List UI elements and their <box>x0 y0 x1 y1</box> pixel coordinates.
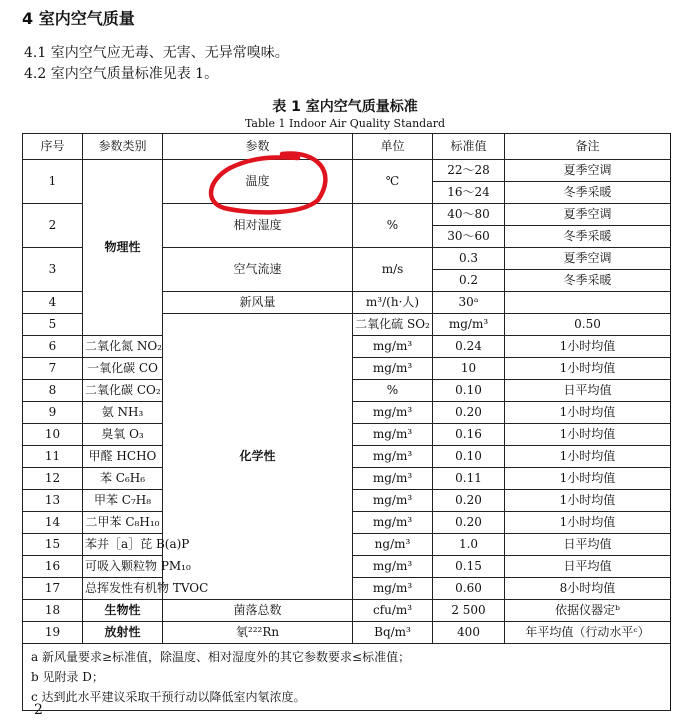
cell-value: 1.0 <box>433 534 505 556</box>
cell-param: 苯并［a］芘 B(a)P <box>83 534 163 556</box>
cell-param: 甲苯 C₇H₈ <box>83 490 163 512</box>
table-row <box>23 160 671 182</box>
cell-param: 氨 NH₃ <box>83 402 163 424</box>
cell-remark: 冬季采暖 <box>505 226 671 248</box>
cell-no: 18 <box>23 600 83 622</box>
cell-remark: 日平均值 <box>505 556 671 578</box>
header-param: 参数 <box>163 134 353 160</box>
cell-no: 12 <box>23 468 83 490</box>
cell-no: 7 <box>23 358 83 380</box>
note-c: c 达到此水平建议采取干预行动以降低室内氡浓度。 <box>31 690 306 704</box>
cell-remark: 1小时均值 <box>505 336 671 358</box>
note-a: a 新风量要求≥标准值，除温度、相对湿度外的其它参数要求≤标准值； <box>31 650 411 664</box>
paragraph-4-1: 4.1 室内空气应无毒、无害、无异常嗅味。 <box>24 45 289 61</box>
cell-remark: 1小时均值 <box>505 424 671 446</box>
cell-unit: m³/(h·人) <box>353 292 433 314</box>
section-title: 4 室内空气质量 <box>22 9 135 28</box>
cell-param: 新风量 <box>163 292 353 314</box>
note-b: b 见附录 D； <box>31 670 104 684</box>
cell-value: 0.20 <box>433 512 505 534</box>
cell-no: 6 <box>23 336 83 358</box>
cell-no: 19 <box>23 622 83 644</box>
cell-remark: 1小时均值 <box>505 446 671 468</box>
table-caption-en: Table 1 Indoor Air Quality Standard <box>244 117 446 130</box>
cell-value: 0.24 <box>433 336 505 358</box>
cell-param: 相对湿度 <box>163 204 353 248</box>
cell-remark: 日平均值 <box>505 380 671 402</box>
cell-remark: 夏季空调 <box>505 204 671 226</box>
cell-value: 16～24 <box>433 182 505 204</box>
cell-value: 22～28 <box>433 160 505 182</box>
header-unit: 单位 <box>353 134 433 160</box>
cell-value: 0.10 <box>433 380 505 402</box>
cell-param: 空气流速 <box>163 248 353 292</box>
cell-unit: mg/m³ <box>433 314 505 336</box>
table-row <box>23 622 671 644</box>
cell-no: 4 <box>23 292 83 314</box>
header-value: 标准值 <box>433 134 505 160</box>
table-caption-cn: 表 1 室内空气质量标准 <box>272 99 418 115</box>
air-quality-table <box>22 133 671 711</box>
cell-unit: mg/m³ <box>353 512 433 534</box>
cell-value: 2 500 <box>433 600 505 622</box>
category-chemical: 化学性 <box>163 314 353 600</box>
cell-param: 温度 <box>163 160 353 204</box>
cell-unit: Bq/m³ <box>353 622 433 644</box>
cell-remark: 1小时均值 <box>505 358 671 380</box>
cell-remark: 夏季空调 <box>505 160 671 182</box>
cell-remark: 依据仪器定ᵇ <box>505 600 671 622</box>
cell-param: 二氧化氮 NO₂ <box>83 336 163 358</box>
cell-no: 5 <box>23 314 83 336</box>
cell-remark: 冬季采暖 <box>505 182 671 204</box>
cell-remark: 夏季空调 <box>505 248 671 270</box>
cell-param: 苯 C₆H₆ <box>83 468 163 490</box>
cell-unit: mg/m³ <box>353 336 433 358</box>
cell-unit: mg/m³ <box>353 490 433 512</box>
cell-param: 臭氧 O₃ <box>83 424 163 446</box>
cell-value: 10 <box>433 358 505 380</box>
cell-remark <box>505 292 671 314</box>
cell-no: 3 <box>23 248 83 292</box>
cell-unit: mg/m³ <box>353 446 433 468</box>
cell-remark: 1小时均值 <box>505 490 671 512</box>
cell-unit: m/s <box>353 248 433 292</box>
cell-no: 8 <box>23 380 83 402</box>
cell-remark: 1小时均值 <box>505 512 671 534</box>
cell-unit: mg/m³ <box>353 424 433 446</box>
cell-no: 11 <box>23 446 83 468</box>
category-physical: 物理性 <box>83 160 163 336</box>
cell-no: 15 <box>23 534 83 556</box>
table-notes <box>23 644 671 711</box>
cell-param: 菌落总数 <box>163 600 353 622</box>
paragraph-4-2: 4.2 室内空气质量标准见表 1。 <box>24 66 219 82</box>
cell-unit: mg/m³ <box>353 402 433 424</box>
cell-remark: 年平均值（行动水平ᶜ） <box>505 622 671 644</box>
cell-param: 氡²²²Rn <box>163 622 353 644</box>
cell-value: 0.60 <box>433 578 505 600</box>
cell-no: 16 <box>23 556 83 578</box>
cell-no: 9 <box>23 402 83 424</box>
cell-no: 13 <box>23 490 83 512</box>
table-notes-row <box>23 644 671 711</box>
table-header-row <box>23 134 671 160</box>
cell-no: 17 <box>23 578 83 600</box>
cell-no: 2 <box>23 204 83 248</box>
cell-param: 一氧化碳 CO <box>83 358 163 380</box>
cell-value: 0.3 <box>433 248 505 270</box>
cell-value: 0.15 <box>433 556 505 578</box>
table-row <box>23 600 671 622</box>
cell-no: 1 <box>23 160 83 204</box>
cell-unit: % <box>353 380 433 402</box>
cell-value: 0.10 <box>433 446 505 468</box>
cell-unit: mg/m³ <box>353 468 433 490</box>
cell-param: 总挥发性有机物 TVOC <box>83 578 163 600</box>
cell-value: 0.20 <box>433 402 505 424</box>
cell-unit: cfu/m³ <box>353 600 433 622</box>
cell-remark: 冬季采暖 <box>505 270 671 292</box>
page-number: 2 <box>34 702 43 718</box>
cell-value: 0.16 <box>433 424 505 446</box>
cell-remark: 8小时均值 <box>505 578 671 600</box>
cell-value: 30ᵃ <box>433 292 505 314</box>
cell-param: 二氧化碳 CO₂ <box>83 380 163 402</box>
cell-unit: ℃ <box>353 160 433 204</box>
cell-param: 二氧化硫 SO₂ <box>353 314 433 336</box>
cell-value: 0.50 <box>505 314 671 336</box>
cell-param: 可吸入颗粒物 PM₁₀ <box>83 556 163 578</box>
category-radioactive: 放射性 <box>83 622 163 644</box>
cell-unit: % <box>353 204 433 248</box>
cell-param: 二甲苯 C₈H₁₀ <box>83 512 163 534</box>
cell-no: 10 <box>23 424 83 446</box>
cell-unit: mg/m³ <box>353 578 433 600</box>
cell-value: 0.2 <box>433 270 505 292</box>
header-remark: 备注 <box>505 134 671 160</box>
header-category: 参数类别 <box>83 134 163 160</box>
cell-value: 0.11 <box>433 468 505 490</box>
cell-param: 甲醛 HCHO <box>83 446 163 468</box>
cell-value: 40～80 <box>433 204 505 226</box>
cell-unit: mg/m³ <box>353 556 433 578</box>
cell-no: 14 <box>23 512 83 534</box>
cell-value: 30～60 <box>433 226 505 248</box>
cell-remark: 1小时均值 <box>505 402 671 424</box>
cell-value: 400 <box>433 622 505 644</box>
category-biological: 生物性 <box>83 600 163 622</box>
header-no: 序号 <box>23 134 83 160</box>
cell-remark: 1小时均值 <box>505 468 671 490</box>
cell-value: 0.20 <box>433 490 505 512</box>
cell-unit: ng/m³ <box>353 534 433 556</box>
cell-remark: 日平均值 <box>505 534 671 556</box>
cell-unit: mg/m³ <box>353 358 433 380</box>
